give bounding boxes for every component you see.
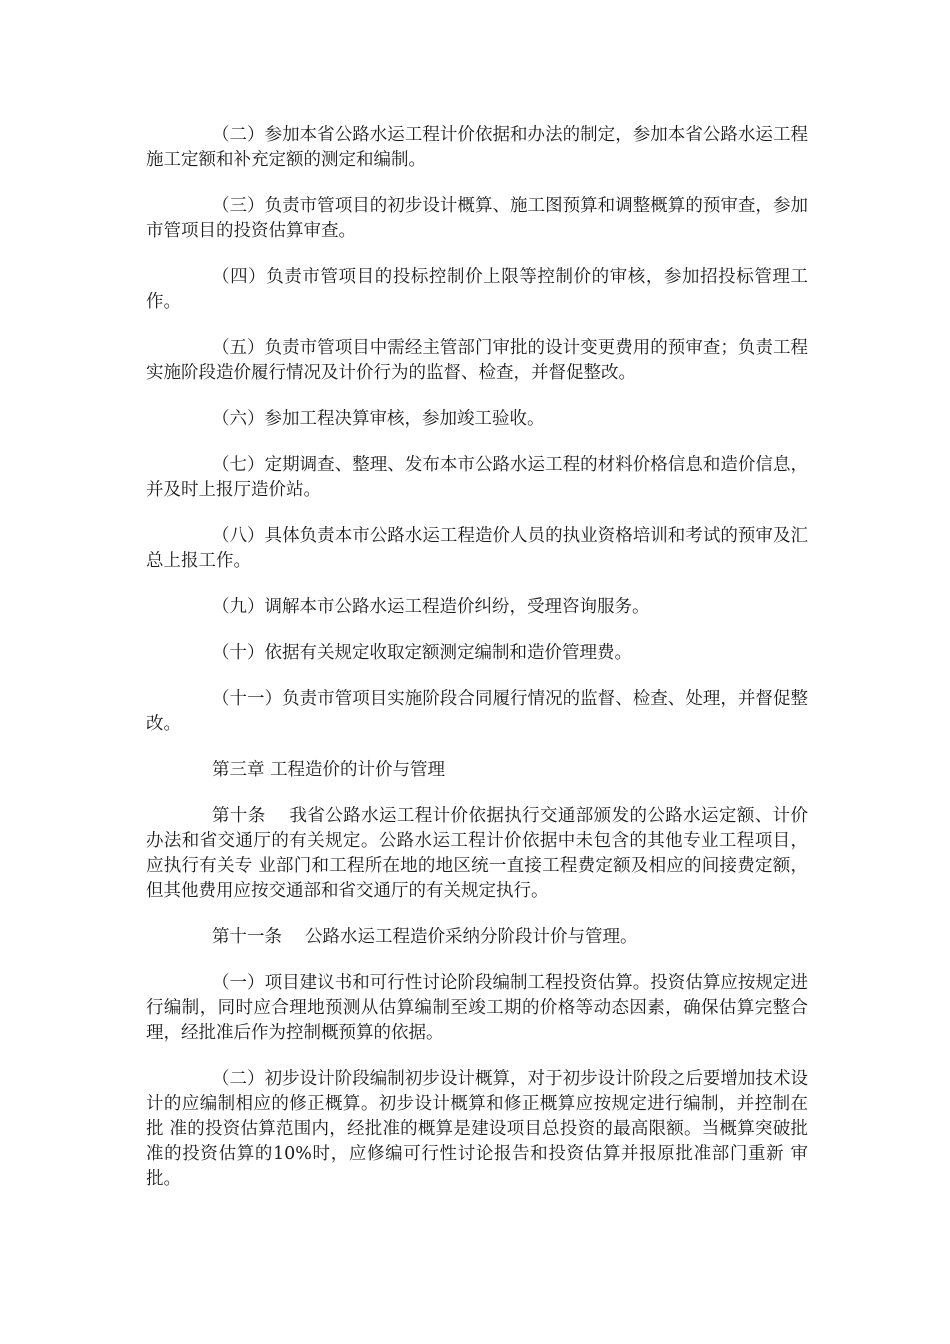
paragraph-item-5: （五）负责市管项目中需经主管部门审批的设计变更费用的预审查；负责工程实施阶段造价履行情况及计价行为的监督、检查，并督促整改。 [146, 338, 808, 383]
chapter-heading: 第三章 工程造价的计价与管理 [212, 760, 446, 780]
paragraph-item-9: （九）调解本市公路水运工程造价纠纷，受理咨询服务。 [212, 597, 650, 617]
paragraph-item-10: （十）依据有关规定收取定额测定编制和造价管理费。 [212, 643, 632, 663]
paragraph-item-4: （四）负责市管项目的投标控制价上限等控制价的审核，参加招投标管理工作。 [146, 267, 808, 312]
paragraph-item-8: （八）具体负责本市公路水运工程造价人员的执业资格培训和考试的预审及汇总上报工作。 [146, 526, 808, 571]
article-10: 第十条 我省公路水运工程计价依据执行交通部颁发的公路水运定额、计价办法和省交通厅的有关规定。公路水运工程计价依据中未包含的其他专业工程项目，应执行有关专 业部门和工程所在地的地区统一直接工程费定额及相应的间接费定额，但其他费用应按交通部和省交通厅的有关规定执行。 [146, 806, 808, 901]
paragraph-item-11: （十一）负责市管项目实施阶段合同履行情况的监督、检查、处理，并督促整改。 [146, 689, 808, 734]
paragraph-item-3: （三）负责市管项目的初步设计概算、施工图预算和调整概算的预审查，参加市管项目的投资估算审查。 [146, 196, 808, 241]
article-11-item-1: （一）项目建议书和可行性讨论阶段编制工程投资估算。投资估算应按规定进行编制，同时应合理地预测从估算编制至竣工期的价格等动态因素，确保估算完整合理，经批准后作为控制概预算的依据。 [146, 973, 808, 1043]
paragraph-item-2: （二）参加本省公路水运工程计价依据和办法的制定，参加本省公路水运工程施工定额和补充定额的测定和编制。 [146, 125, 808, 170]
paragraph-item-6: （六）参加工程决算审核，参加竣工验收。 [212, 409, 545, 429]
article-11: 第十一条 公路水运工程造价采纳分阶段计价与管理。 [212, 927, 638, 947]
paragraph-item-7: （七）定期调查、整理、发布本市公路水运工程的材料价格信息和造价信息，并及时上报厅造价站。 [146, 455, 808, 500]
article-11-item-2: （二）初步设计阶段编制初步设计概算，对于初步设计阶段之后要增加技术设计的应编制相应的修正概算。初步设计概算和修正概算应按规定进行编制，并控制在批 准的投资估算范围内，经批准的概算是建设项目总投资的最高限额。当概算突破批准的投资估算的10%时，应修编可行性讨论报告和投资估算并报原批准部门重新 审批。 [146, 1069, 808, 1189]
document-body [146, 123, 808, 1213]
